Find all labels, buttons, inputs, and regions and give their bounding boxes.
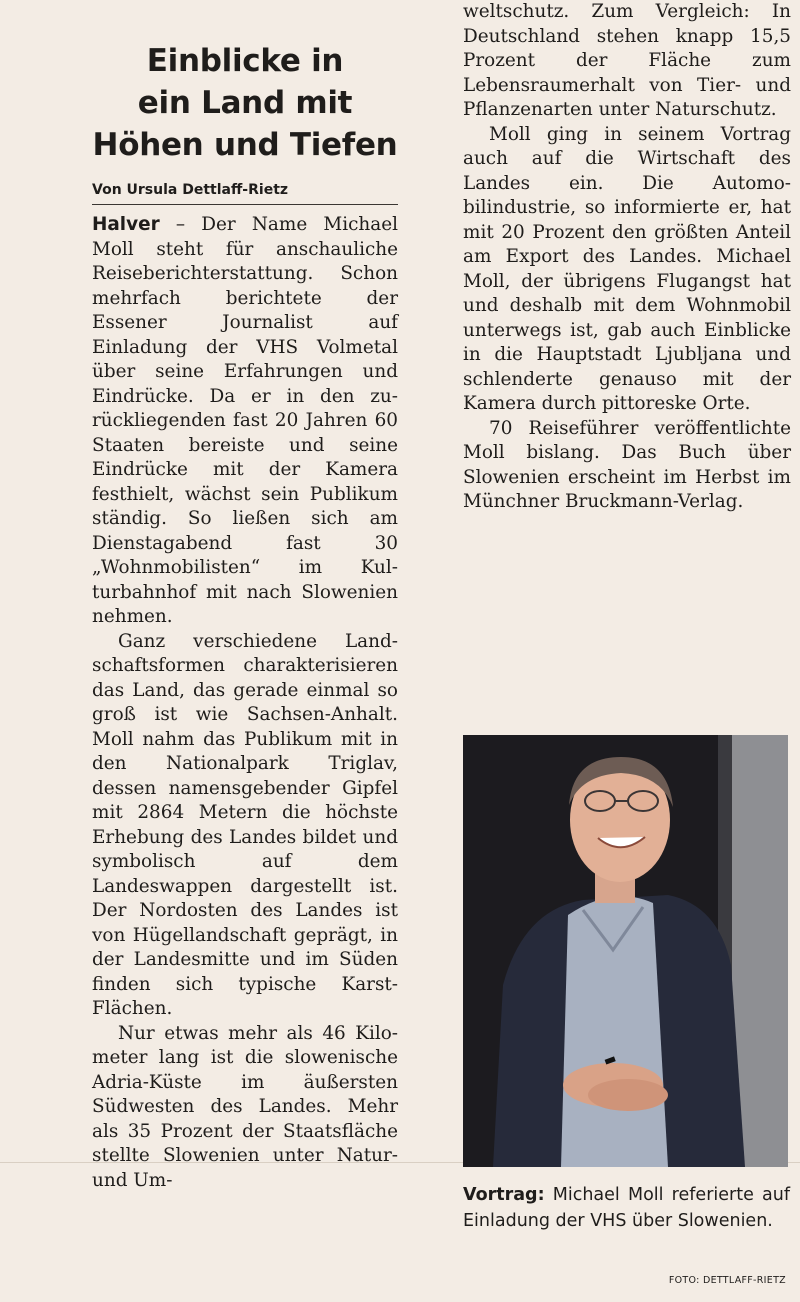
right-column xyxy=(463,0,791,515)
speaker-photo xyxy=(463,735,788,1167)
headline xyxy=(92,40,398,166)
paragraph-1-text: – Der Name Michael Moll steht für anschauliche Reiseberichterstattung. Schon mehrfach berichtete der Essener Journalist auf Einladung der VHS Volmetal über seine Erfahrungen und Eindrücke. Da er in den zurückliegenden fast 20 Jahren 60 Staaten bereiste und seine Eindrücke mit der Kamera festhielt, wächst sein Publikum ständig. So ließen sich am Dienstagabend fast 30 „Wohnmobilisten“ im Kulturbahnhof mit nach Slowenien nehmen. xyxy=(92,214,398,627)
headline-line-1: Einblicke in xyxy=(146,43,344,79)
photo-caption xyxy=(463,1182,790,1234)
byline: Von Ursula Dettlaff-Rietz xyxy=(92,182,398,205)
caption-text: Michael Moll referierte auf Einladung der VHS über Slowenien. xyxy=(463,1185,790,1231)
headline-line-2: ein Land mit xyxy=(137,85,353,121)
paragraph-5: Moll ging in seinem Vortrag auch auf die Wirtschaft des Landes ein. Die Automobilindustrie, so informierte er, hat mit 20 Prozent den größten Anteil am Export des Landes. Michael Moll, der übrigens Flugangst hat und deshalb mit dem Wohnmobil unterwegs ist, gab auch Einblicke in die Hauptstadt Ljubljana und schlenderte genauso mit der Kamera durch pittoreske Orte. xyxy=(463,123,791,414)
photo-credit: FOTO: DETTLAFF-RIETZ xyxy=(668,1275,786,1286)
headline-line-3: Höhen und Tiefen xyxy=(92,127,398,163)
dateline: Halver xyxy=(92,214,160,235)
right-column-text xyxy=(463,0,791,515)
caption-lead: Vortrag: xyxy=(463,1185,545,1205)
paragraph-4: weltschutz. Zum Vergleich: In Deutschland stehen knapp 15,5 Prozent der Fläche zum Lebensraumerhalt von Tier- und Pflanzenarten unter Naturschutz. xyxy=(463,1,791,120)
paragraph-2: Ganz verschiedene Landschaftsformen charakterisieren das Land, das gerade einmal so groß ist wie Sachsen-Anhalt. Moll nahm das Publikum mit in den Nationalpark Triglav, dessen namensgebender Gipfel mit 2864 Metern die höchste Erhebung des Landes bildet und symbolisch auf dem Landeswappen dargestellt ist. Der Nordosten des Landes ist von Hügellandschaft geprägt, in der Landesmitte und im Süden finden sich typische Karst-Flächen. xyxy=(92,630,398,1019)
paragraph-3: Nur etwas mehr als 46 Kilometer lang ist die slowenische Adria-Küste im äußersten Südwesten des Landes. Mehr als 35 Prozent der Staatsfläche stellte Slowenien unter Natur- und Um- xyxy=(92,1022,398,1191)
paragraph-6: 70 Reiseführer veröffentlichte Moll bislang. Das Buch über Slowenien erscheint im Herbst im Münchner Bruckmann-Verlag. xyxy=(463,417,791,512)
paragraph-1 xyxy=(92,213,398,630)
left-column-text xyxy=(92,213,398,1193)
speaker-illustration xyxy=(463,735,788,1167)
left-column xyxy=(92,40,398,1193)
